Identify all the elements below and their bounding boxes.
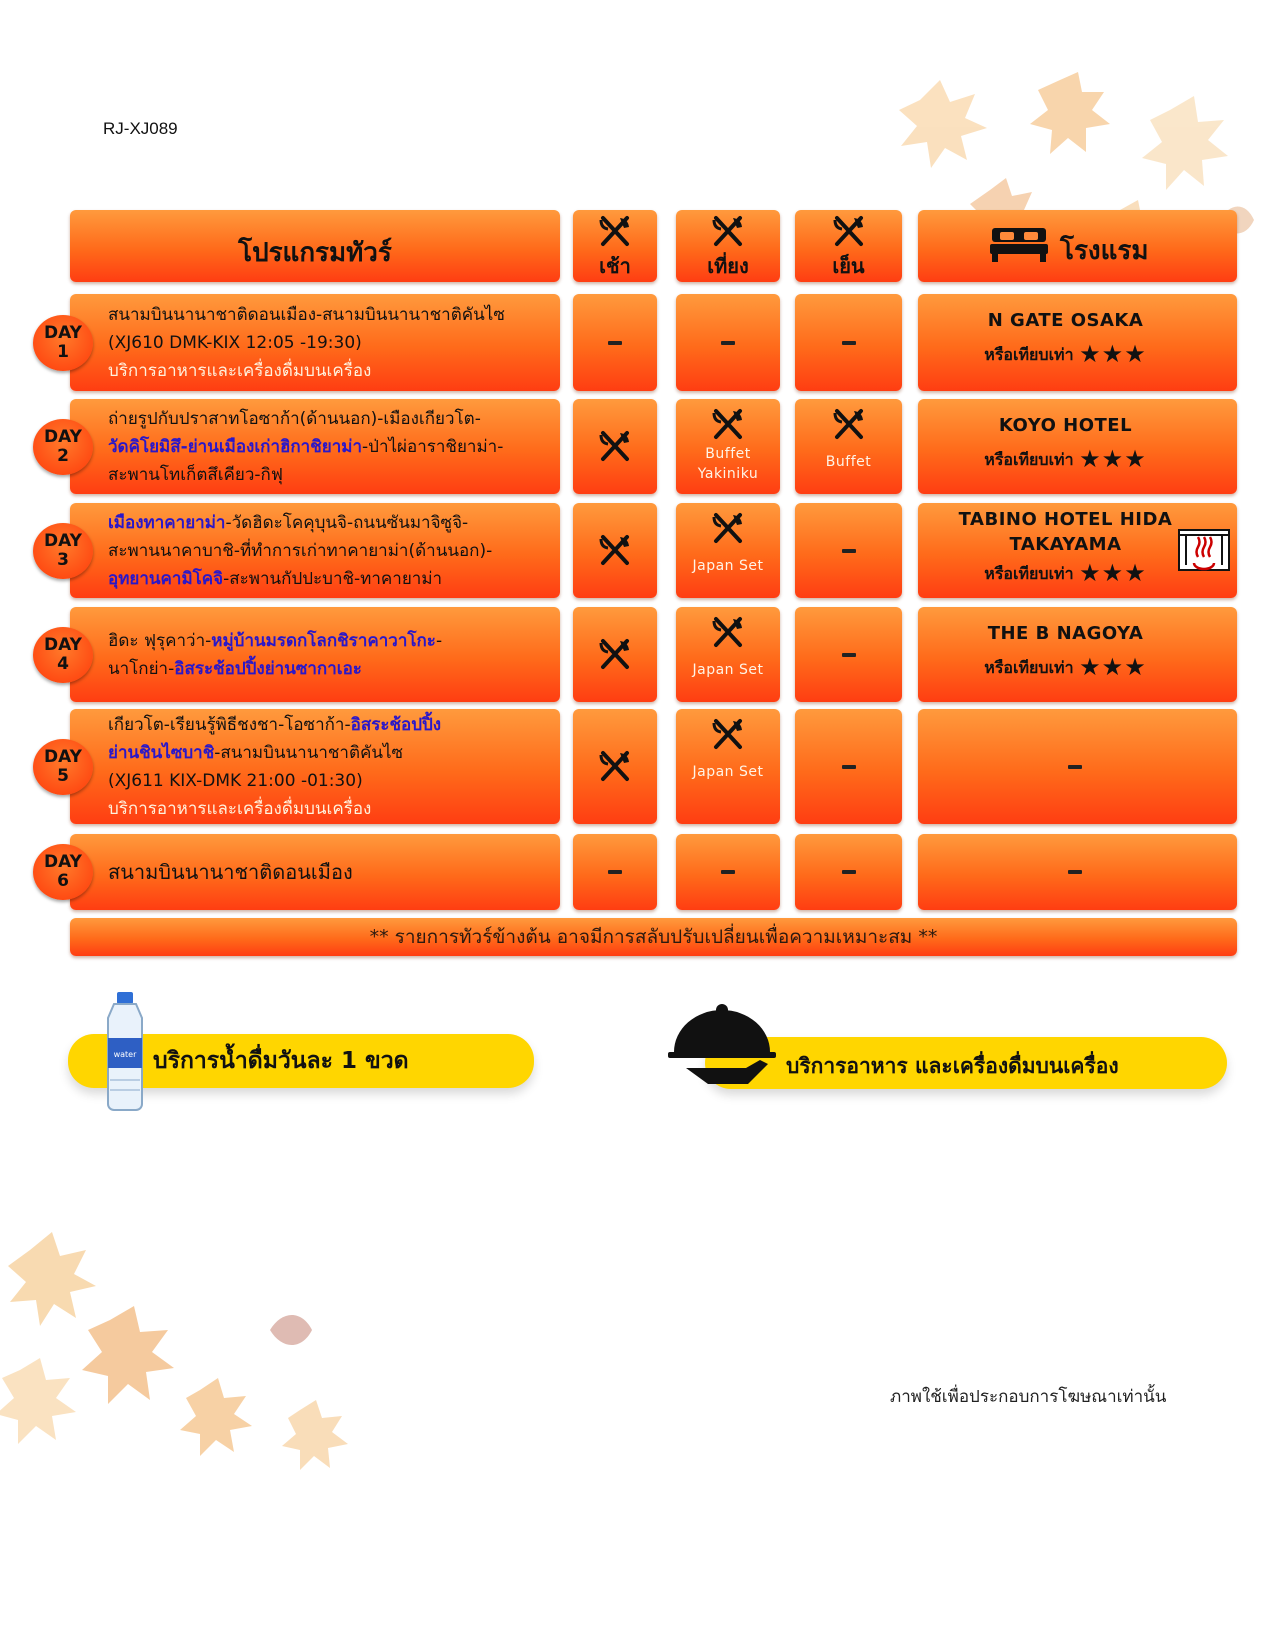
header-dinner: เย็น [832, 254, 865, 278]
bed-icon [990, 224, 1048, 264]
program-line [108, 858, 353, 886]
day-1-lunch-cell [676, 294, 780, 391]
program-segment: ฮิดะ ฟุรุคาว่า- [108, 630, 212, 651]
header-dinner-cell [795, 210, 902, 282]
program-line [108, 627, 442, 655]
program-line [108, 405, 503, 433]
meal-caption: Buffet [825, 454, 872, 470]
program-line [108, 433, 503, 461]
hotel-rating [906, 653, 1225, 681]
program-line [108, 461, 503, 489]
header-lunch-cell [676, 210, 780, 282]
program-segment: บริการอาหารและเครื่องดื่มบนเครื่อง [108, 799, 372, 819]
utensils-icon [598, 215, 632, 249]
food-cloche-icon [666, 1002, 778, 1088]
day-2-dinner-cell [795, 399, 902, 494]
program-line [108, 739, 441, 767]
hotel-name: N GATE OSAKA [987, 310, 1144, 331]
no-meal-dash [842, 549, 856, 553]
highlight-place: อุทยานคามิโคจิ [108, 568, 224, 589]
day-4-lunch-cell [676, 607, 780, 702]
day-3-program-cell [70, 503, 560, 598]
day-number: 2 [57, 445, 69, 466]
day-2-breakfast-cell [573, 399, 657, 494]
day-6-dinner-cell [795, 834, 902, 910]
program-line [108, 795, 441, 823]
day-3-dinner-cell [795, 503, 902, 598]
day-5-hotel-cell [918, 709, 1237, 824]
program-segment: เกียวโต-เรียนรู้พิธีชงชา-โอซาก้า- [108, 715, 351, 735]
no-meal-dash [608, 341, 622, 345]
day-4-program-cell [70, 607, 560, 702]
utensils-icon [711, 718, 745, 752]
hotel-name: TABINO HOTEL HIDA [958, 509, 1173, 530]
utensils-icon [711, 512, 745, 546]
program-segment: บริการอาหารและเครื่องดื่มบนเครื่อง [108, 360, 372, 381]
hotel-rating [906, 445, 1225, 473]
day-5-breakfast-cell [573, 709, 657, 824]
day-2-hotel-cell [918, 399, 1237, 494]
day-5-dinner-cell [795, 709, 902, 824]
svg-text:water: water [113, 1050, 137, 1059]
water-bottle-icon [94, 990, 156, 1112]
program-segment: สนามบินนานาชาติดอนเมือง [108, 860, 353, 884]
star-rating: ★★★ [1079, 653, 1147, 681]
day-number: 3 [57, 549, 69, 570]
hotel-equivalent-text: หรือเทียบเท่า [984, 345, 1080, 364]
highlight-place: ย่านชินไซบาชิ [108, 743, 215, 763]
utensils-icon [598, 638, 632, 672]
header-program-cell [70, 210, 560, 282]
highlight-place: วัดคิโยมิสึ-ย่านเมืองเก่าฮิกาชิยาม่า [108, 436, 363, 457]
hotel-equivalent-text: หรือเทียบเท่า [984, 658, 1080, 677]
water-service-text: บริการน้ำดื่มวันละ 1 ขวด [153, 1048, 409, 1074]
onsen-icon [1178, 529, 1230, 571]
day-2-lunch-cell [676, 399, 780, 494]
utensils-icon [711, 616, 745, 650]
header-program[interactable]: โปรแกรมทัวร์ [238, 238, 392, 268]
day-badge [33, 523, 93, 579]
program-line [108, 565, 492, 593]
day-5-program-cell [70, 709, 560, 824]
day-3-breakfast-cell [573, 503, 657, 598]
no-hotel-dash [1068, 870, 1082, 874]
header-hotel: โรงแรม [1060, 236, 1149, 266]
utensils-icon [832, 215, 866, 249]
program-segment: - [435, 630, 443, 651]
highlight-place: อิสระช้อปปิ้ง [350, 715, 442, 735]
tour-code: RJ-XJ089 [103, 119, 178, 138]
meal-caption: Buffet [705, 446, 751, 462]
utensils-icon [711, 215, 745, 249]
day-6-program-cell [70, 834, 560, 910]
hotel-name-line2: TAKAYAMA [1009, 534, 1122, 555]
day-program-text [108, 627, 442, 683]
day-6-lunch-cell [676, 834, 780, 910]
day-3-lunch-cell [676, 503, 780, 598]
day-label: DAY [44, 746, 82, 767]
day-label: DAY [44, 852, 82, 872]
program-segment: สนามบินนานาชาติดอนเมือง-สนามบินนานาชาติคันไซ [108, 304, 505, 325]
header-hotel-cell [918, 210, 1237, 282]
day-5-lunch-cell [676, 709, 780, 824]
day-program-text [108, 301, 505, 385]
day-4-breakfast-cell [573, 607, 657, 702]
meal-caption: Japan Set [692, 764, 764, 780]
program-line [108, 655, 442, 683]
autumn-leaves-decoration [0, 1210, 420, 1470]
star-rating: ★★★ [1079, 340, 1147, 368]
utensils-icon [598, 430, 632, 464]
day-program-text [108, 858, 353, 886]
footer-note: ** รายการทัวร์ข้างต้น อาจมีการสลับปรับเปลี่ยนเพื่อความเหมาะสม ** [369, 926, 938, 948]
no-hotel-dash [1068, 765, 1082, 769]
day-1-hotel-cell [918, 294, 1237, 391]
meal-caption: Japan Set [692, 662, 764, 678]
day-6-breakfast-cell [573, 834, 657, 910]
program-segment: (XJ610 DMK-KIX 12:05 -19:30) [108, 332, 362, 353]
footer-note-bar [70, 918, 1237, 956]
day-6-hotel-cell [918, 834, 1237, 910]
program-segment: -สนามบินนานาชาติคันไซ [214, 743, 404, 763]
day-program-text [108, 711, 441, 823]
day-label: DAY [44, 634, 82, 655]
hotel-rating [906, 340, 1225, 368]
advertising-disclaimer: ภาพใช้เพื่อประกอบการโฆษณาเท่านั้น [890, 1387, 1167, 1407]
day-label: DAY [44, 530, 82, 551]
day-number: 1 [57, 341, 69, 362]
day-label: DAY [44, 426, 82, 447]
day-badge [33, 627, 93, 683]
meal-caption: Japan Set [692, 558, 764, 574]
program-segment: (XJ611 KIX-DMK 21:00 -01:30) [108, 771, 363, 791]
day-badge [33, 419, 93, 475]
hotel-equivalent-text: หรือเทียบเท่า [984, 564, 1080, 583]
day-4-hotel-cell [918, 607, 1237, 702]
utensils-icon [598, 534, 632, 568]
day-badge [33, 315, 93, 371]
day-number: 6 [57, 871, 69, 891]
day-1-dinner-cell [795, 294, 902, 391]
hotel-equivalent-text: หรือเทียบเท่า [984, 450, 1080, 469]
day-1-program-cell [70, 294, 560, 391]
day-number: 5 [57, 765, 69, 786]
program-segment: -วัดฮิดะโคคุบุนจิ-ถนนซันมาจิซูจิ- [225, 512, 469, 533]
program-line [108, 357, 505, 385]
hotel-name: KOYO HOTEL [998, 415, 1133, 436]
day-badge [33, 739, 93, 795]
hotel-name: THE B NAGOYA [987, 623, 1144, 644]
day-2-program-cell [70, 399, 560, 494]
no-meal-dash [842, 870, 856, 874]
program-line [108, 537, 492, 565]
day-label: DAY [44, 322, 82, 343]
program-segment: ถ่ายรูปกับปราสาทโอซาก้า(ด้านนอก)-เมืองเกียวโต- [108, 408, 481, 429]
program-segment: -ป่าไผ่อาราชิยาม่า- [362, 436, 504, 457]
program-line [108, 329, 505, 357]
header-breakfast-cell [573, 210, 657, 282]
header-lunch: เที่ยง [707, 254, 749, 278]
program-line [108, 767, 441, 795]
no-meal-dash [842, 341, 856, 345]
meal-caption: Yakiniku [697, 466, 759, 482]
no-meal-dash [842, 653, 856, 657]
highlight-place: เมืองทาคายาม่า [108, 512, 226, 533]
program-segment: สะพานโทเก็ตสึเคียว-กิฟุ [108, 464, 283, 485]
meal-service-text: บริการอาหาร และเครื่องดื่มบนเครื่อง [786, 1054, 1119, 1078]
star-rating: ★★★ [1079, 559, 1147, 587]
no-meal-dash [842, 765, 856, 769]
program-segment: สะพานนาคาบาชิ-ที่ทำการเก่าทาคายาม่า(ด้านนอก)- [108, 540, 493, 561]
program-line [108, 509, 492, 537]
no-meal-dash [608, 870, 622, 874]
program-segment: -สะพานกัปปะบาชิ-ทาคายาม่า [223, 568, 443, 589]
no-meal-dash [721, 341, 735, 345]
program-line [108, 301, 505, 329]
program-segment: นาโกย่า- [108, 658, 175, 679]
day-badge [33, 844, 93, 900]
highlight-place: อิสระช้อปปิ้งย่านซากาเอะ [174, 658, 362, 679]
header-breakfast: เช้า [599, 254, 631, 278]
program-line [108, 711, 441, 739]
no-meal-dash [721, 870, 735, 874]
day-number: 4 [57, 653, 69, 674]
highlight-place: หมู่บ้านมรดกโลกชิราคาวาโกะ [211, 630, 436, 651]
star-rating: ★★★ [1079, 445, 1147, 473]
day-program-text [108, 405, 503, 489]
utensils-icon [711, 408, 745, 442]
utensils-icon [598, 750, 632, 784]
day-program-text [108, 509, 492, 593]
day-1-breakfast-cell [573, 294, 657, 391]
day-3-hotel-cell [918, 503, 1237, 598]
utensils-icon [832, 408, 866, 442]
day-4-dinner-cell [795, 607, 902, 702]
